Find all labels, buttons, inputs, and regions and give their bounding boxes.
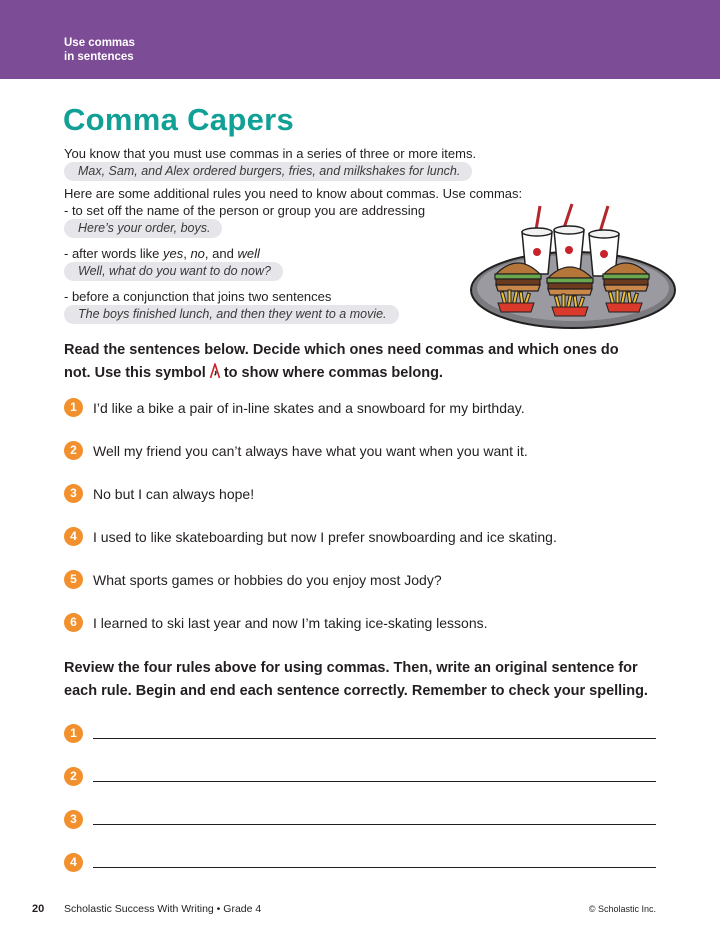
instructions-part-2-line-2: each rule. Begin and end each sentence correctly. Remember to check your spelling. — [64, 682, 648, 699]
writing-line-3[interactable] — [93, 824, 656, 825]
section-label-line-2: in sentences — [64, 51, 134, 63]
sentence-5: What sports games or hobbies do you enjoy most Jody? — [93, 572, 442, 588]
copyright: © Scholastic Inc. — [588, 904, 656, 914]
rule-conjunction: - before a conjunction that joins two sentences — [64, 289, 332, 304]
lunch-tray-illustration — [468, 202, 678, 332]
writing-line-4[interactable] — [93, 867, 656, 868]
instructions-part-1-line-1: Read the sentences below. Decide which ones need commas and which ones do — [64, 342, 619, 358]
rule-introductory-words-text: - after words like — [64, 246, 163, 261]
caret-comma-symbol-icon — [209, 362, 221, 379]
milkshake-icon — [522, 206, 552, 274]
instructions-part-1-line-2-post: to show where commas belong. — [223, 364, 443, 381]
rule-sep-2: , and — [204, 246, 238, 261]
sentence-3: No but I can always hope! — [93, 486, 255, 502]
sentence-number-2: 2 — [64, 441, 83, 460]
writing-number-2: 2 — [64, 767, 83, 786]
milkshake-icon — [554, 204, 584, 272]
section-label-line-1: Use commas — [64, 37, 135, 49]
writing-number-3: 3 — [64, 810, 83, 829]
writing-line-2[interactable] — [93, 781, 656, 782]
instructions-part-1-line-2 — [64, 362, 664, 385]
sentence-6: I learned to ski last year and now I’m taking ice-skating lessons. — [93, 615, 488, 631]
instructions-part-1-line-2-pre: not. Use this symbol — [64, 364, 206, 381]
word-no: no — [190, 246, 205, 261]
sentence-number-1: 1 — [64, 398, 83, 417]
book-title: Scholastic Success With Writing • Grade 4 — [64, 903, 262, 915]
rules-intro-text: Here are some additional rules you need to know about commas. Use commas: — [64, 186, 523, 201]
fries-icon — [552, 294, 588, 316]
page-number: 20 — [32, 903, 45, 915]
fries-icon — [498, 290, 534, 312]
instructions-part-2-line-1: Review the four rules above for using commas. Then, write an original sentence for — [64, 660, 638, 676]
example-addressing: Here’s your order, boys. — [64, 219, 222, 238]
sentence-number-3: 3 — [64, 484, 83, 503]
instructions-part-1 — [64, 339, 664, 384]
word-well: well — [237, 246, 260, 261]
instructions-part-2 — [64, 657, 674, 702]
rule-addressing: - to set off the name of the person or group you are addressing — [64, 203, 426, 218]
writing-number-4: 4 — [64, 853, 83, 872]
header-banner — [0, 0, 720, 79]
page-title: Comma Capers — [63, 102, 295, 137]
fries-icon — [606, 290, 642, 312]
sentence-2: Well my friend you can’t always have what you want when you want it. — [93, 443, 528, 459]
example-conjunction: The boys finished lunch, and then they went to a movie. — [64, 305, 399, 324]
sentence-number-6: 6 — [64, 613, 83, 632]
rule-introductory-words — [64, 246, 260, 262]
section-label — [64, 36, 224, 64]
writing-number-1: 1 — [64, 724, 83, 743]
word-yes: yes — [162, 246, 184, 261]
example-series: Max, Sam, and Alex ordered burgers, fries, and milkshakes for lunch. — [64, 162, 472, 181]
sentence-number-5: 5 — [64, 570, 83, 589]
rule-sep-1: , — [183, 246, 191, 261]
sentence-4: I used to like skateboarding but now I prefer snowboarding and ice skating. — [93, 529, 557, 545]
intro-text: You know that you must use commas in a series of three or more items. — [64, 146, 477, 161]
sentence-number-4: 4 — [64, 527, 83, 546]
example-introductory-words: Well, what do you want to do now? — [64, 262, 283, 281]
sentence-1: I’d like a bike a pair of in-line skates and a snowboard for my birthday. — [93, 400, 525, 416]
writing-line-1[interactable] — [93, 738, 656, 739]
